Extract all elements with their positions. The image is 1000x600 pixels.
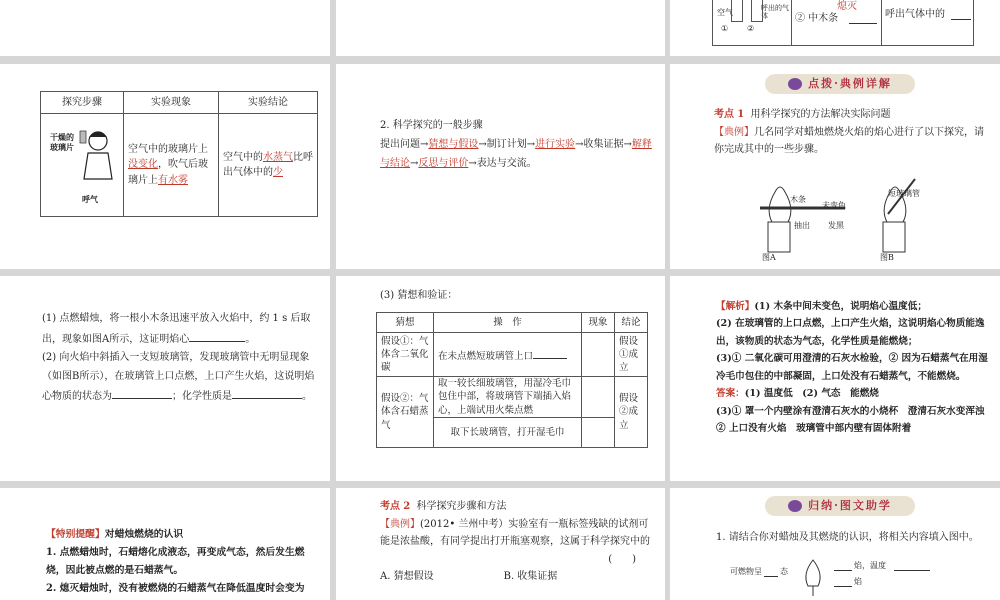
conclusion-cell: 空气中的水蒸气比呼出气体中的少 [219,114,318,217]
conclusion-2: 假设②成立 [615,377,648,448]
answer-paren: ( ) [608,553,636,565]
hypothesis-table [376,312,648,448]
slide-top-left [0,0,330,56]
fig-label-blackened: 发黑 [828,221,844,230]
slide-experiment-table [0,64,330,269]
options [380,568,656,586]
step-explanation: 解释与结论 [380,139,652,169]
fig-label-b: 图B [880,253,894,262]
person-breathing-icon [78,127,118,187]
answer-2: (3)① 罩一个内壁涂有澄清石灰水的小烧杯 澄清石灰水变浑浊 [716,405,985,417]
slide-reminder [0,488,330,600]
conclusion-answer-1: 水蒸气 [263,151,293,163]
summary-banner: 归纳·图文助学 [765,496,915,516]
glass-label: 干燥的玻璃片 [50,132,74,152]
slide-summary [670,488,1000,600]
answer-3: ② 上口没有火焰 玻璃管中部内壁有固体附着 [716,423,912,435]
book-icon [788,500,802,512]
operation-2a: 取一较长细玻璃管，用湿冷毛巾包住中部，将玻璃管下端插入焰心，上端试用火柴点燃 [434,377,582,418]
steps-title: 2. 科学探究的一般步骤 [380,120,483,131]
slide-hypothesis [336,276,665,481]
step-hypothesis: 猜想与假设 [428,139,479,150]
section-banner: 点拨·典例详解 [765,74,915,94]
example-text: 【典例】几名同学对蜡烛燃烧火焰的焰心进行了以下探究，请你完成其中的一些步骤。 [714,126,984,155]
operation-1: 在未点燃短玻璃管上口 [434,333,582,377]
slide-example-1 [670,64,1000,269]
summary-question: 1. 请结合你对蜡烛及其燃烧的认识，将相关内容填入图中。 [716,532,979,543]
header-operation: 操 作 [434,313,582,333]
result-red-text: 熄灭 [837,1,857,12]
phenomenon-cell: 空气中的玻璃片上没变化，吹气后玻璃片上有水雾 [124,114,219,217]
slide-top-right [670,0,1000,56]
analysis-1: 【解析】(1) 木条中间未变色，说明焰心温度低； [716,301,927,312]
analysis-3: (3)① 二氧化碳可用澄清的石灰水检验，② 因为石蜡蒸气在用湿冷毛巾包住的中部凝固，上口处没有石蜡蒸气，不能燃烧。 [716,353,988,382]
jar-one-label: ① [721,24,729,33]
example-2-text: 【典例】(2012• 兰州中考）实验室有一瓶标签残缺的试剂可能是浓盐酸，有同学提出打开瓶塞观察，这属于科学探究中的 [380,518,650,547]
reminder-2: 2. 熄灭蜡烛时，没有被燃烧的石蜡蒸气在降低温度时会变为 [46,583,305,595]
hypothesis-2: 假设②：气体含石蜡蒸气 [377,377,434,448]
question-2: (2) 向火焰中斜插入一支短玻璃管，发现玻璃管中无明显现象（如图B所示），在玻璃管上口点燃，上口产生火焰，这说明焰心物质的状态为 ；化学性质是 。 [42,352,315,402]
jar-breath-label: 呼出的气体 [761,4,789,20]
slide-inquiry-steps [336,64,665,269]
slide-question [0,276,330,481]
flame-icon [798,556,828,596]
jar-icon [751,0,763,22]
candle-figure [750,174,930,254]
result-mid-text: ② 中木条 [795,13,839,24]
key-point-1: 考点 1 用科学探究的方法解决实际问题 [714,109,891,120]
analysis-2: (2) 在玻璃管的上口点燃，上口产生火焰，这说明焰心物质能逸出，该物质的状态为气态，化学性质是能燃烧； [716,318,985,347]
fig-label-pulled: 抽出 [794,221,810,230]
step-reflection: 反思与评价 [418,158,469,169]
option-a[interactable]: A. 猜想假设 [380,571,434,582]
fig-label-stick: 木条 [790,195,806,204]
breath-label: 呼气 [82,194,98,204]
book-icon [788,78,802,90]
phenomenon-answer-1: 没变化 [128,159,158,171]
phenomenon-2a [582,377,615,418]
slide-analysis [670,276,1000,481]
question-1: (1) 点燃蜡烛，将一根小木条迅速平放入火焰中，约 1 s 后取出，现象如图A所示，这证明焰心 。 [42,313,311,345]
slide-top-middle [336,0,665,56]
key-point-2: 考点 2 科学探究步骤和方法 [380,501,507,512]
hypothesis-title: (3) 猜想和验证： [380,290,458,301]
hypothesis-1: 假设①：气体含二氧化碳 [377,333,434,377]
jar-two-label: ② [747,24,755,33]
fig-label-unchanged: 未变色 [822,201,846,210]
phenomenon-answer-2: 有水雾 [158,174,188,186]
operation-2b: 取下长玻璃管，打开湿毛巾 [434,417,582,447]
phenomenon-2b [582,417,615,447]
fig-label-short-tube: 短玻璃管 [888,189,920,198]
header-phenomenon: 现象 [582,313,615,333]
slide-example-2 [336,488,665,600]
header-conclusion: 结论 [615,313,648,333]
result-right-text: 呼出气体中的 [885,9,945,20]
option-b[interactable]: B. 收集证据 [503,571,558,582]
step-illustration [41,114,124,217]
conclusion-answer-2: 少 [273,167,283,178]
jar-air-label: 空气 [717,8,733,17]
experiment-table [40,91,318,217]
header-hypothesis: 猜想 [377,313,434,333]
result-table-fragment [712,0,974,46]
header-conclusion: 实验结论 [219,92,318,114]
fig-label-a: 图A [762,253,776,262]
steps-sequence: 提出问题→猜想与假设→制订计划→进行实验→收集证据→解释与结论→反思与评价→表达与交流。 [380,139,652,169]
flame-labels: 可燃物呈 态 焰，温度 焰 [730,560,980,600]
phenomenon-1 [582,333,615,377]
reminder-title: 【特别提醒】对蜡烛燃烧的认识 [46,529,184,540]
reminder-1: 1. 点燃蜡烛时，石蜡熔化成液态，再变成气态，然后发生燃烧，因此被点燃的是石蜡蒸气。 [46,547,305,577]
step-experiment: 进行实验 [535,139,576,150]
conclusion-1: 假设①成立 [615,333,648,377]
header-steps: 探究步骤 [41,92,124,114]
answer-1: 答案：(1) 温度低 (2) 气态 能燃烧 [716,388,879,400]
header-phenomenon: 实验现象 [124,92,219,114]
jar-icon [731,0,743,22]
